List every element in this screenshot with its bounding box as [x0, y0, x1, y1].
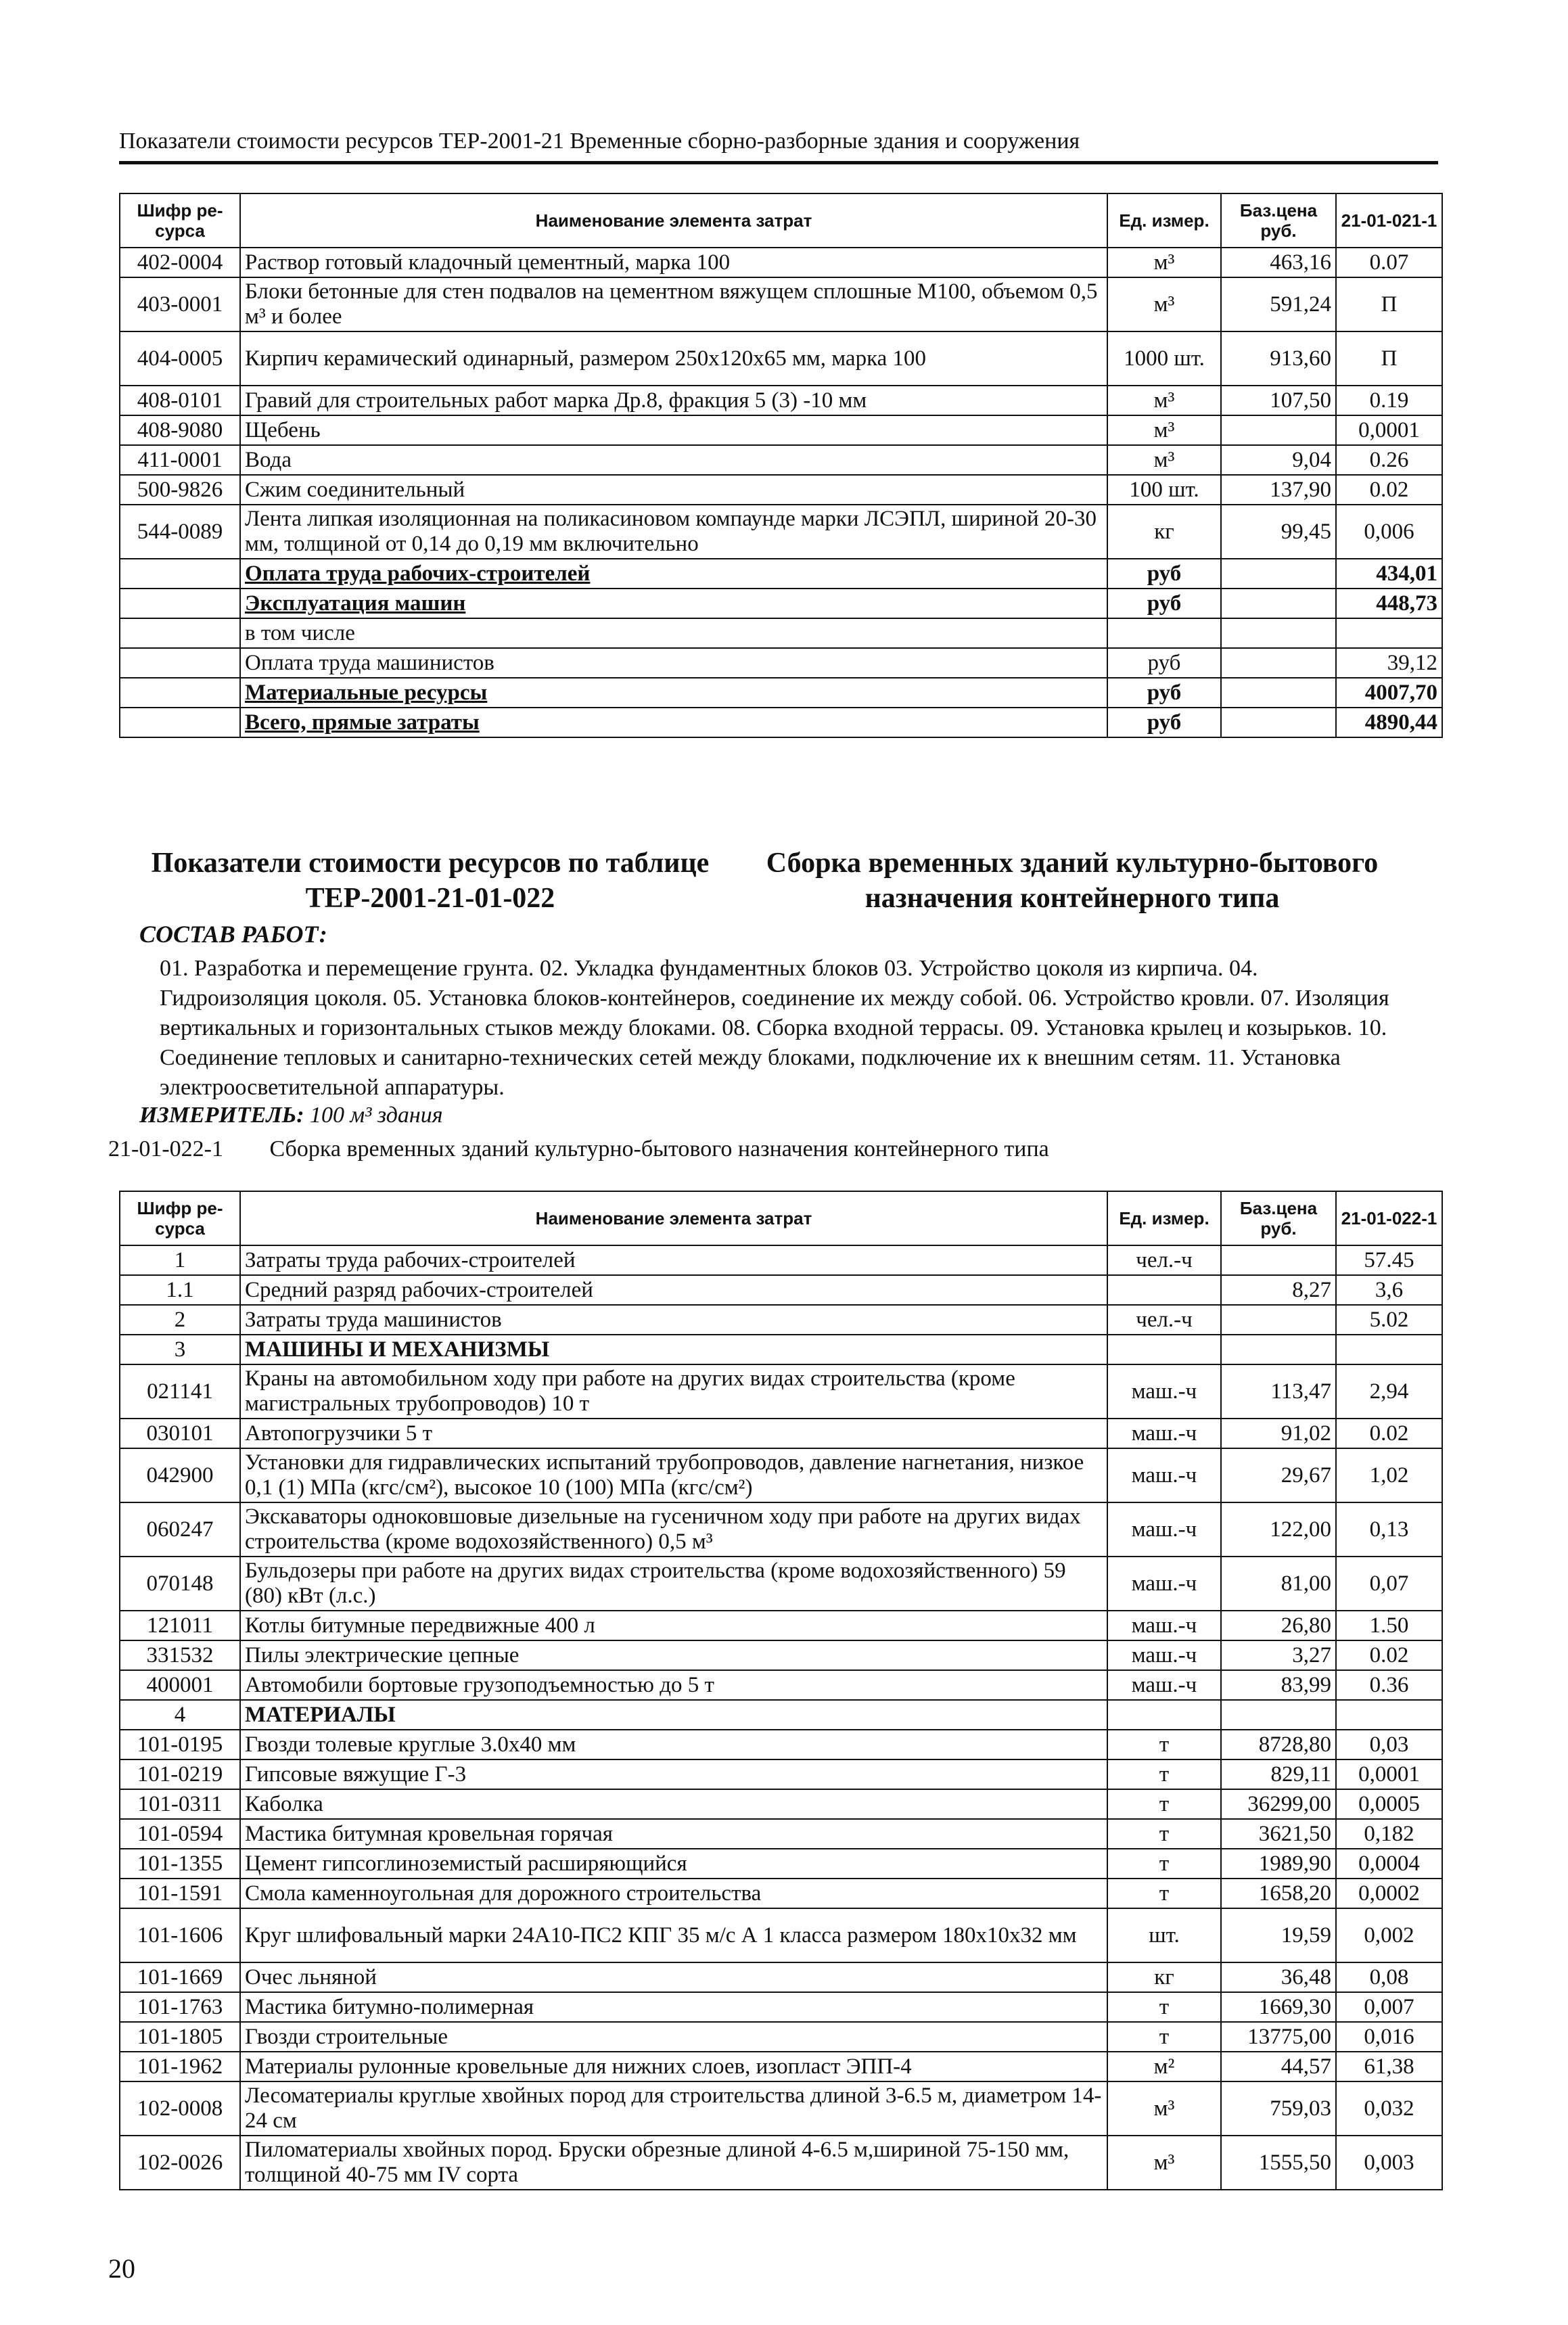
- resource-value: 0,0001: [1336, 415, 1442, 445]
- resource-code: 101-1962: [120, 2052, 240, 2081]
- resource-unit: т: [1107, 1879, 1221, 1908]
- resource-code: 4: [120, 1700, 240, 1730]
- resource-price: 463,16: [1221, 248, 1336, 277]
- resource-code: 1: [120, 1245, 240, 1275]
- page-header: Показатели стоимости ресурсов ТЕР-2001-21 Временные сборно-разборные здания и сооружения: [119, 129, 1080, 154]
- table-row: [120, 589, 1442, 618]
- cost-name: Материальные ресурсы: [240, 678, 1107, 708]
- resource-price: 1989,90: [1221, 1849, 1336, 1879]
- resource-code: 101-0219: [120, 1759, 240, 1789]
- empty-cell: [1221, 618, 1336, 648]
- resource-value: 0,032: [1336, 2081, 1442, 2136]
- measure-value: 100 м³ здания: [310, 1103, 443, 1128]
- resource-name: Цемент гипсоглиноземистый расширяющийся: [240, 1849, 1107, 1879]
- cost-value: 39,12: [1336, 648, 1442, 678]
- resource-price: 137,90: [1221, 475, 1336, 505]
- resource-code: 408-9080: [120, 415, 240, 445]
- resource-name: Щебень: [240, 415, 1107, 445]
- resource-code: 021141: [120, 1364, 240, 1419]
- resource-name: Затраты труда рабочих-строителей: [240, 1245, 1107, 1275]
- resource-unit: т: [1107, 1819, 1221, 1849]
- cost-value: 4007,70: [1336, 678, 1442, 708]
- measure-label: ИЗМЕРИТЕЛЬ:: [139, 1103, 304, 1128]
- resource-unit: т: [1107, 1759, 1221, 1789]
- empty-cell: [1221, 589, 1336, 618]
- empty-cell: [120, 678, 240, 708]
- resource-code: 402-0004: [120, 248, 240, 277]
- resource-price: 83,99: [1221, 1670, 1336, 1700]
- empty-cell: [120, 648, 240, 678]
- resource-code: 101-1606: [120, 1908, 240, 1962]
- resource-unit: т: [1107, 1789, 1221, 1819]
- resource-name: Круг шлифовальный марки 24А10-ПС2 КПГ 35 м/с А 1 класса размером 180х10х32 мм: [240, 1908, 1107, 1962]
- col-header-unit: Ед. измер.: [1107, 193, 1221, 248]
- resource-price: [1221, 415, 1336, 445]
- resource-code: 544-0089: [120, 505, 240, 559]
- resource-unit: маш.-ч: [1107, 1670, 1221, 1700]
- resource-code: 331532: [120, 1640, 240, 1670]
- resource-value: 0,0005: [1336, 1789, 1442, 1819]
- norm-description: Сборка временных зданий культурно-бытового назначения контейнерного типа: [269, 1136, 1049, 1161]
- section-title-right: Сборка временных зданий культурно-бытового назначения контейнерного типа: [766, 848, 1379, 914]
- resource-code: 101-0195: [120, 1730, 240, 1759]
- resource-unit: т: [1107, 2022, 1221, 2052]
- table-row: [120, 1448, 1442, 1502]
- resource-code: 102-0008: [120, 2081, 240, 2136]
- resource-code: 400001: [120, 1670, 240, 1700]
- resource-code: 500-9826: [120, 475, 240, 505]
- table-2-body: [120, 1245, 1442, 2190]
- resource-name: Материалы рулонные кровельные для нижних слоев, изопласт ЭПП-4: [240, 2052, 1107, 2081]
- resource-unit: м³: [1107, 386, 1221, 415]
- resource-value: 0,182: [1336, 1819, 1442, 1849]
- empty-cell: [120, 559, 240, 589]
- resource-unit: маш.-ч: [1107, 1419, 1221, 1448]
- resource-code: 101-1591: [120, 1879, 240, 1908]
- empty-cell: [1221, 678, 1336, 708]
- resource-code: 030101: [120, 1419, 240, 1448]
- resource-price: 1669,30: [1221, 1992, 1336, 2022]
- resource-name: Блоки бетонные для стен подвалов на цементном вяжущем сплошные М100, объемом 0,5 м³ и более: [240, 277, 1107, 331]
- empty-cell: [1221, 708, 1336, 737]
- resource-value: 0,002: [1336, 1908, 1442, 1962]
- empty-cell: [120, 708, 240, 737]
- empty-cell: [120, 618, 240, 648]
- resource-price: [1221, 1335, 1336, 1364]
- cost-value: [1336, 618, 1442, 648]
- resource-value: 61,38: [1336, 2052, 1442, 2081]
- cost-unit: руб: [1107, 708, 1221, 737]
- resource-code: 101-1669: [120, 1962, 240, 1992]
- resource-unit: м³: [1107, 248, 1221, 277]
- resource-name: Затраты труда машинистов: [240, 1305, 1107, 1335]
- table-row: [120, 1364, 1442, 1419]
- resource-name: Экскаваторы одноковшовые дизельные на гусеничном ходу при работе на других видах строительства (кроме водохозяйственного) 0,5 м³: [240, 1502, 1107, 1557]
- resource-value: 0.02: [1336, 1419, 1442, 1448]
- work-composition-heading: СОСТАВ РАБОТ:: [139, 921, 327, 948]
- page-number: 20: [108, 2253, 135, 2284]
- table-row: [120, 475, 1442, 505]
- resource-price: [1221, 1245, 1336, 1275]
- table-row: [120, 1879, 1442, 1908]
- resource-name: Гвозди строительные: [240, 2022, 1107, 2052]
- resource-value: 0,006: [1336, 505, 1442, 559]
- resource-value: 0,007: [1336, 1992, 1442, 2022]
- resource-code: 101-1355: [120, 1849, 240, 1879]
- empty-cell: [1221, 559, 1336, 589]
- resource-unit: маш.-ч: [1107, 1502, 1221, 1557]
- resource-name: Установки для гидравлических испытаний трубопроводов, давление нагнетания, низкое 0,1 (1) МПа (кгс/см²), высокое 10 (100) МПа (кгс/см²): [240, 1448, 1107, 1502]
- table-row: [120, 1730, 1442, 1759]
- resource-unit: шт.: [1107, 1908, 1221, 1962]
- resource-code: 411-0001: [120, 445, 240, 475]
- resource-code: 102-0026: [120, 2136, 240, 2190]
- resource-name: Каболка: [240, 1789, 1107, 1819]
- table-row: [120, 386, 1442, 415]
- resource-unit: м²: [1107, 2052, 1221, 2081]
- resource-unit: 100 шт.: [1107, 475, 1221, 505]
- resource-name: Средний разряд рабочих-строителей: [240, 1275, 1107, 1305]
- cost-value: 434,01: [1336, 559, 1442, 589]
- resource-unit: 1000 шт.: [1107, 331, 1221, 386]
- resource-code: 070148: [120, 1557, 240, 1611]
- resource-price: 19,59: [1221, 1908, 1336, 1962]
- cost-unit: [1107, 618, 1221, 648]
- resource-value: 0.26: [1336, 445, 1442, 475]
- resource-price: 107,50: [1221, 386, 1336, 415]
- col-header-price: Баз.цена руб.: [1221, 1191, 1336, 1245]
- resource-price: [1221, 1305, 1336, 1335]
- cost-value: 4890,44: [1336, 708, 1442, 737]
- table-row: [120, 618, 1442, 648]
- cost-name: Оплата труда рабочих-строителей: [240, 559, 1107, 589]
- resource-unit: т: [1107, 1730, 1221, 1759]
- resource-name: Сжим соединительный: [240, 475, 1107, 505]
- cost-name: Всего, прямые затраты: [240, 708, 1107, 737]
- resource-value: П: [1336, 331, 1442, 386]
- col-header-price: Баз.цена руб.: [1221, 193, 1336, 248]
- resource-price: 1658,20: [1221, 1879, 1336, 1908]
- table-row: [120, 1502, 1442, 1557]
- resource-price: 13775,00: [1221, 2022, 1336, 2052]
- table-row: [120, 1789, 1442, 1819]
- resource-price: [1221, 1700, 1336, 1730]
- resource-price: 122,00: [1221, 1502, 1336, 1557]
- table-row: [120, 1640, 1442, 1670]
- resource-unit: кг: [1107, 505, 1221, 559]
- resource-code: 042900: [120, 1448, 240, 1502]
- cost-unit: руб: [1107, 648, 1221, 678]
- table-row: [120, 1908, 1442, 1962]
- resource-code: 121011: [120, 1611, 240, 1640]
- resource-name: Гвозди толевые круглые 3.0х40 мм: [240, 1730, 1107, 1759]
- resource-price: 91,02: [1221, 1419, 1336, 1448]
- resource-name: Гипсовые вяжущие Г-3: [240, 1759, 1107, 1789]
- resource-value: 0,08: [1336, 1962, 1442, 1992]
- table-row: [120, 1275, 1442, 1305]
- resource-name: Мастика битумно-полимерная: [240, 1992, 1107, 2022]
- resource-name: МАТЕРИАЛЫ: [240, 1700, 1107, 1730]
- resource-table-1: [119, 193, 1443, 738]
- resource-price: 44,57: [1221, 2052, 1336, 2081]
- resource-code: 060247: [120, 1502, 240, 1557]
- resource-value: 0.02: [1336, 1640, 1442, 1670]
- cost-name: в том числе: [240, 618, 1107, 648]
- col-header-unit: Ед. измер.: [1107, 1191, 1221, 1245]
- resource-price: 8,27: [1221, 1275, 1336, 1305]
- resource-value: 0,0002: [1336, 1879, 1442, 1908]
- table-row: [120, 1962, 1442, 1992]
- resource-unit: маш.-ч: [1107, 1611, 1221, 1640]
- resource-value: 0,0001: [1336, 1759, 1442, 1789]
- resource-code: 408-0101: [120, 386, 240, 415]
- table-row: [120, 2081, 1442, 2136]
- resource-unit: м³: [1107, 415, 1221, 445]
- resource-price: 829,11: [1221, 1759, 1336, 1789]
- resource-name: Автопогрузчики 5 т: [240, 1419, 1107, 1448]
- resource-name: Бульдозеры при работе на других видах строительства (кроме водохозяйственного) 59 (80) кВт (л.с.): [240, 1557, 1107, 1611]
- resource-code: 404-0005: [120, 331, 240, 386]
- resource-price: 36,48: [1221, 1962, 1336, 1992]
- resource-price: 113,47: [1221, 1364, 1336, 1419]
- resource-unit: [1107, 1275, 1221, 1305]
- resource-value: 0,016: [1336, 2022, 1442, 2052]
- resource-unit: маш.-ч: [1107, 1448, 1221, 1502]
- table-row: [120, 415, 1442, 445]
- resource-unit: м³: [1107, 2081, 1221, 2136]
- resource-value: 5.02: [1336, 1305, 1442, 1335]
- table-row: [120, 1557, 1442, 1611]
- resource-name: Лента липкая изоляционная на поликасиновом компаунде марки ЛСЭПЛ, шириной 20-30 мм, толщиной от 0,14 до 0,19 мм включительно: [240, 505, 1107, 559]
- resource-name: Котлы битумные передвижные 400 л: [240, 1611, 1107, 1640]
- resource-price: 9,04: [1221, 445, 1336, 475]
- table-row: [120, 2052, 1442, 2081]
- resource-unit: [1107, 1700, 1221, 1730]
- table-row: [120, 1759, 1442, 1789]
- resource-price: 81,00: [1221, 1557, 1336, 1611]
- section-title-left: Показатели стоимости ресурсов по таблице ТЕР-2001-21-01-022: [151, 848, 710, 914]
- resource-unit: м³: [1107, 277, 1221, 331]
- table-row: [120, 1419, 1442, 1448]
- resource-price: 3621,50: [1221, 1819, 1336, 1849]
- cost-unit: руб: [1107, 559, 1221, 589]
- resource-price: 99,45: [1221, 505, 1336, 559]
- resource-name: Раствор готовый кладочный цементный, марка 100: [240, 248, 1107, 277]
- table-row: [120, 559, 1442, 589]
- cost-unit: руб: [1107, 589, 1221, 618]
- norm-code: 21-01-022-1: [108, 1136, 223, 1161]
- resource-value: 0.36: [1336, 1670, 1442, 1700]
- cost-value: 448,73: [1336, 589, 1442, 618]
- resource-unit: чел.-ч: [1107, 1305, 1221, 1335]
- empty-cell: [120, 589, 240, 618]
- resource-table-2: [119, 1191, 1443, 2190]
- resource-value: 0.19: [1336, 386, 1442, 415]
- resource-value: 3,6: [1336, 1275, 1442, 1305]
- table-row: [120, 1819, 1442, 1849]
- resource-code: 101-1763: [120, 1992, 240, 2022]
- resource-unit: м³: [1107, 445, 1221, 475]
- resource-unit: маш.-ч: [1107, 1640, 1221, 1670]
- resource-code: 403-0001: [120, 277, 240, 331]
- resource-name: Смола каменноугольная для дорожного строительства: [240, 1879, 1107, 1908]
- resource-code: 1.1: [120, 1275, 240, 1305]
- header-rule: [119, 161, 1438, 164]
- resource-price: 759,03: [1221, 2081, 1336, 2136]
- resource-name: МАШИНЫ И МЕХАНИЗМЫ: [240, 1335, 1107, 1364]
- resource-price: 26,80: [1221, 1611, 1336, 1640]
- table-1-body: [120, 248, 1442, 737]
- resource-price: 36299,00: [1221, 1789, 1336, 1819]
- resource-name: Очес льняной: [240, 1962, 1107, 1992]
- resource-value: 2,94: [1336, 1364, 1442, 1419]
- col-header-name: Наименование элемента затрат: [240, 1191, 1107, 1245]
- resource-unit: маш.-ч: [1107, 1557, 1221, 1611]
- resource-unit: [1107, 1335, 1221, 1364]
- resource-name: Кирпич керамический одинарный, размером 250х120х65 мм, марка 100: [240, 331, 1107, 386]
- resource-name: Пилы электрические цепные: [240, 1640, 1107, 1670]
- resource-value: П: [1336, 277, 1442, 331]
- resource-unit: т: [1107, 1849, 1221, 1879]
- resource-name: Автомобили бортовые грузоподъемностью до 5 т: [240, 1670, 1107, 1700]
- table-row: [120, 648, 1442, 678]
- resource-name: Гравий для строительных работ марка Др.8, фракция 5 (3) -10 мм: [240, 386, 1107, 415]
- cost-name: Эксплуатация машин: [240, 589, 1107, 618]
- resource-value: 0.07: [1336, 248, 1442, 277]
- empty-cell: [1221, 648, 1336, 678]
- table-row: [120, 1670, 1442, 1700]
- table-row: [120, 708, 1442, 737]
- resource-name: Мастика битумная кровельная горячая: [240, 1819, 1107, 1849]
- resource-unit: чел.-ч: [1107, 1245, 1221, 1275]
- table-row: [120, 1305, 1442, 1335]
- resource-code: 2: [120, 1305, 240, 1335]
- resource-name: Краны на автомобильном ходу при работе на других видах строительства (кроме магистральных трубопроводов) 10 т: [240, 1364, 1107, 1419]
- table-row: [120, 1335, 1442, 1364]
- table-row: [120, 1849, 1442, 1879]
- resource-unit: т: [1107, 1992, 1221, 2022]
- resource-value: 0,07: [1336, 1557, 1442, 1611]
- resource-value: [1336, 1700, 1442, 1730]
- table-row: [120, 2136, 1442, 2190]
- resource-name: Лесоматериалы круглые хвойных пород для строительства длиной 3-6.5 м, диаметром 14-24 см: [240, 2081, 1107, 2136]
- resource-price: 1555,50: [1221, 2136, 1336, 2190]
- table-row: [120, 445, 1442, 475]
- table-row: [120, 1611, 1442, 1640]
- work-composition-text: 01. Разработка и перемещение грунта. 02. Укладка фундаментных блоков 03. Устройство цоколя из кирпича. 04. Гидроизоляция цоколя. 05. Установка блоков-контейнеров, соединение их между собой. 06. Устройство кровли. 07. Изоляция вертикальных и горизонтальных стыков между блоками. 08. Сборка входной террасы. 09. Установка крылец и козырьков. 10. Соединение тепловых и санитарно-технических сетей между блоками, подключение их к внешним сетям. 11. Установка электроосветительной аппаратуры.: [160, 956, 1389, 1100]
- table-row: [120, 1992, 1442, 2022]
- resource-value: 57.45: [1336, 1245, 1442, 1275]
- col-header-code: Шифр ре-сурса: [120, 193, 240, 248]
- resource-price: 29,67: [1221, 1448, 1336, 1502]
- col-header-value: 21-01-021-1: [1336, 193, 1442, 248]
- table-header-row: [120, 193, 1442, 248]
- cost-name: Оплата труда машинистов: [240, 648, 1107, 678]
- resource-unit: кг: [1107, 1962, 1221, 1992]
- resource-value: 0.02: [1336, 475, 1442, 505]
- resource-value: [1336, 1335, 1442, 1364]
- resource-code: 101-0594: [120, 1819, 240, 1849]
- resource-value: 0,13: [1336, 1502, 1442, 1557]
- resource-value: 1,02: [1336, 1448, 1442, 1502]
- table-row: [120, 505, 1442, 559]
- table-row: [120, 2022, 1442, 2052]
- resource-value: 0,0004: [1336, 1849, 1442, 1879]
- resource-price: 913,60: [1221, 331, 1336, 386]
- resource-value: 0,03: [1336, 1730, 1442, 1759]
- table-row: [120, 1245, 1442, 1275]
- cost-unit: руб: [1107, 678, 1221, 708]
- measure-line: [139, 1103, 443, 1128]
- table-row: [120, 331, 1442, 386]
- resource-name: Вода: [240, 445, 1107, 475]
- col-header-value: 21-01-022-1: [1336, 1191, 1442, 1245]
- norm-code-line: [108, 1136, 1049, 1162]
- resource-value: 0,003: [1336, 2136, 1442, 2190]
- resource-unit: м³: [1107, 2136, 1221, 2190]
- table-row: [120, 277, 1442, 331]
- resource-price: 591,24: [1221, 277, 1336, 331]
- resource-value: 1.50: [1336, 1611, 1442, 1640]
- resource-name: Пиломатериалы хвойных пород. Бруски обрезные длиной 4-6.5 м,шириной 75-150 мм, толщиной 40-75 мм IV сорта: [240, 2136, 1107, 2190]
- resource-price: 8728,80: [1221, 1730, 1336, 1759]
- col-header-name: Наименование элемента затрат: [240, 193, 1107, 248]
- resource-code: 3: [120, 1335, 240, 1364]
- table-header-row: [120, 1191, 1442, 1245]
- resource-unit: маш.-ч: [1107, 1364, 1221, 1419]
- resource-price: 3,27: [1221, 1640, 1336, 1670]
- table-row: [120, 678, 1442, 708]
- resource-code: 101-0311: [120, 1789, 240, 1819]
- table-row: [120, 1700, 1442, 1730]
- resource-code: 101-1805: [120, 2022, 240, 2052]
- table-row: [120, 248, 1442, 277]
- col-header-code: Шифр ре-сурса: [120, 1191, 240, 1245]
